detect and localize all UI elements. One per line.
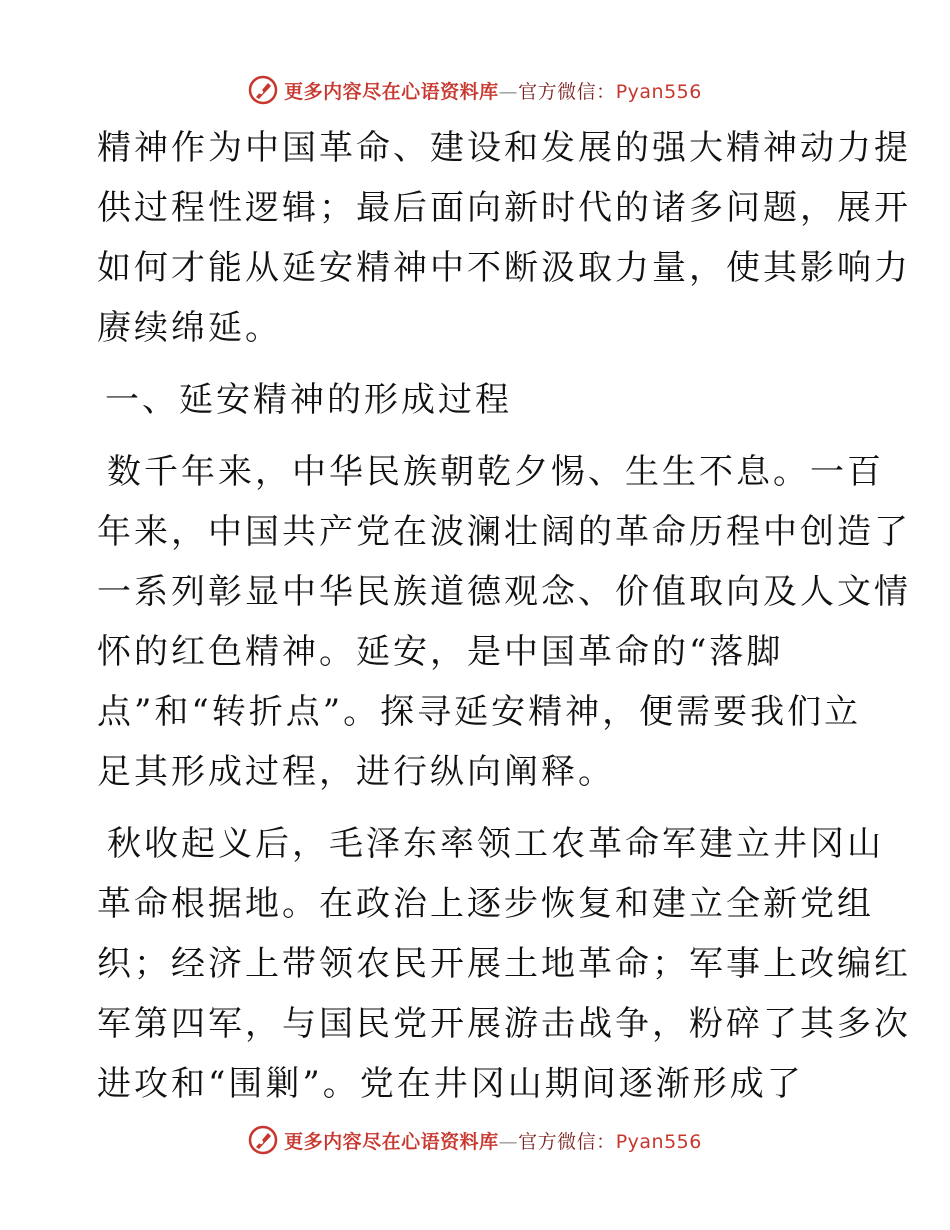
paragraph-jinggangshan [97, 814, 911, 1114]
banner-wechat-label: 官方微信： [518, 80, 616, 103]
banner-wechat-label: 官方微信： [518, 1130, 616, 1153]
paragraph-intro [97, 118, 911, 358]
banner-wechat-id: Pyan556 [615, 1130, 702, 1153]
banner-main-text: 更多内容尽在心语资料库 [284, 1130, 499, 1153]
banner-separator: — [498, 80, 519, 103]
text-line: 年来，中国共产党在波澜壮阔的革命历程中创造了 [97, 512, 911, 552]
text-line: 供过程性逻辑；最后面向新时代的诸多问题，展开 [97, 188, 911, 228]
text-line: 一系列彰显中华民族道德观念、价值取向及人文情 [97, 572, 911, 612]
text-line: 足其形成过程，进行纵向阐释。 [97, 752, 615, 792]
text-line: 秋收起义后，毛泽东率领工农革命军建立井冈山 [107, 824, 884, 864]
document-body [97, 118, 911, 1114]
pen-feather-logo-icon [248, 75, 278, 105]
text-line: 如何才能从延安精神中不断汲取力量，使其影响力 [97, 248, 911, 288]
banner-wechat-id: Pyan556 [615, 80, 702, 103]
text-line: 军第四军，与国民党开展游击战争，粉碎了其多次 [97, 1004, 911, 1044]
text-line: 点”和“转折点”。探寻延安精神，便需要我们立 [97, 692, 862, 732]
banner-main-text: 更多内容尽在心语资料库 [284, 80, 499, 103]
text-line: 进攻和“围剿”。党在井冈山期间逐渐形成了 [97, 1064, 804, 1104]
pen-feather-logo-icon [248, 1125, 278, 1155]
banner-text [284, 1127, 702, 1154]
section-heading: 一、延安精神的形成过程 [105, 380, 512, 420]
text-line: 织；经济上带领农民开展土地革命；军事上改编红 [97, 944, 911, 984]
footer-banner [0, 1120, 950, 1160]
banner-separator: — [498, 1130, 519, 1153]
text-line: 赓续绵延。 [97, 308, 282, 348]
text-line: 数千年来，中华民族朝乾夕惕、生生不息。一百 [107, 452, 884, 492]
header-banner [0, 70, 950, 110]
text-line: 革命根据地。在政治上逐步恢复和建立全新党组 [97, 884, 874, 924]
banner-text [284, 77, 702, 104]
text-line: 怀的红色精神。延安，是中国革命的“落脚 [97, 632, 784, 672]
paragraph-formation [97, 442, 911, 802]
text-line: 精神作为中国革命、建设和发展的强大精神动力提 [97, 128, 911, 168]
